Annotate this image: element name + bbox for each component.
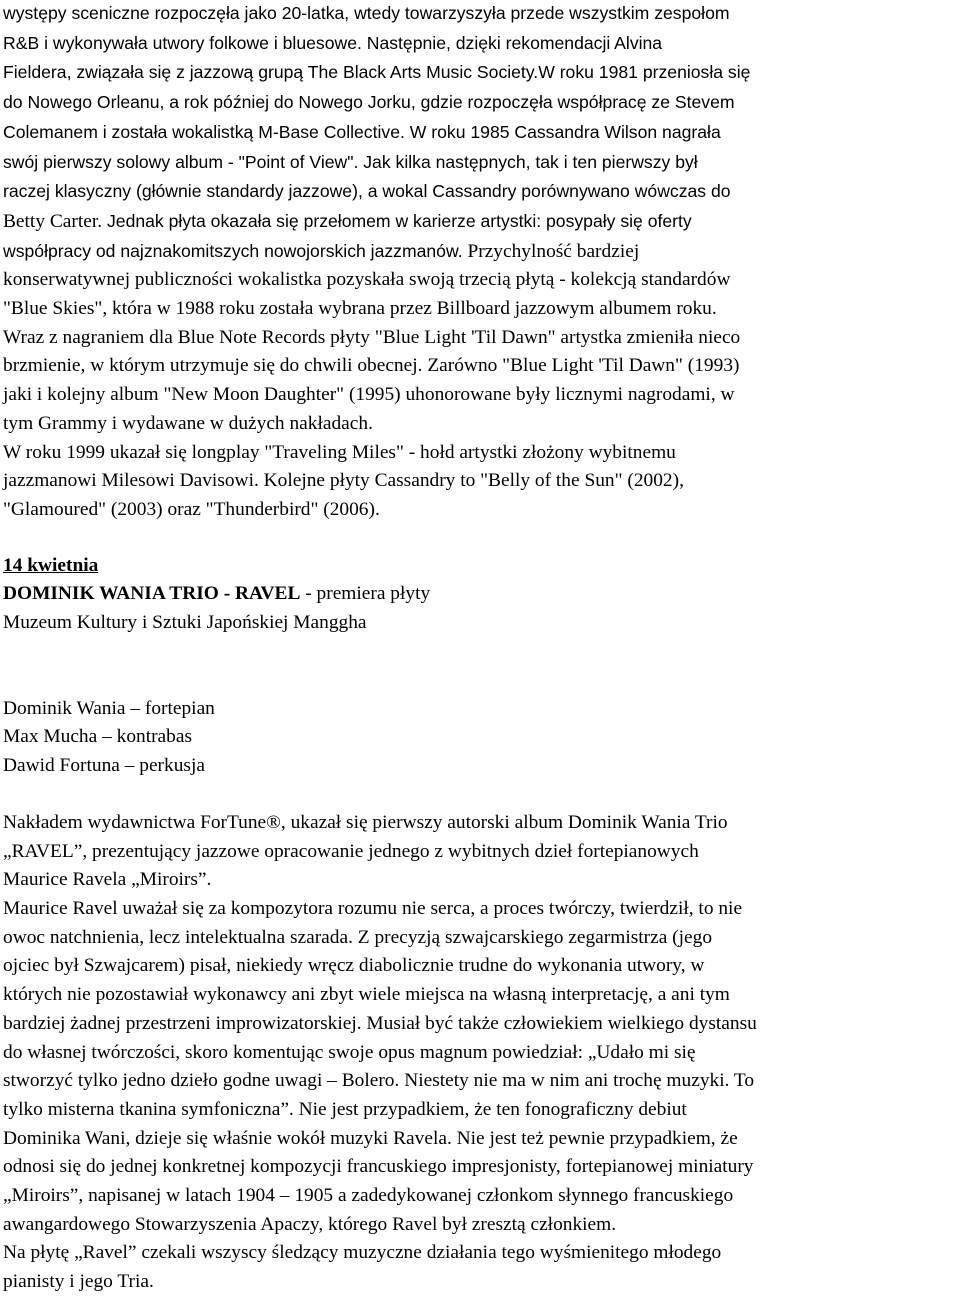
album-line: „RAVEL”, prezentujący jazzowe opracowanie jednego z wybitnych dzieł fortepianowych — [3, 840, 699, 862]
album-line: Na płytę „Ravel” czekali wszyscy śledzący muzyczne działania tego wyśmienitego młodego — [3, 1242, 722, 1264]
event-date: 14 kwietnia — [3, 554, 99, 576]
document-page — [3, 0, 958, 1297]
album-line: ojciec był Szwajcarem) pisał, niekiedy wręcz diabolicznie trudne do wykonania utwory, w — [3, 955, 705, 977]
bio-line: Wraz z nagraniem dla Blue Note Records płyty "Blue Light 'Til Dawn" artystka zmieniła nieco — [3, 326, 741, 348]
album-line: „Miroirs”, napisanej w latach 1904 – 1905 a zadedykowanej członkom słynnego francuskiego — [3, 1185, 734, 1207]
musician-line: Dominik Wania – fortepian — [3, 697, 215, 719]
bio-line: "Glamoured" (2003) oraz "Thunderbird" (2006). — [3, 498, 380, 520]
bio-line: jazzmanowi Milesowi Davisowi. Kolejne płyty Cassandry to "Belly of the Sun" (2002), — [3, 470, 684, 492]
album-description — [3, 809, 958, 1297]
bio-line: brzmienie, w którym utrzymuje się do chwili obecnej. Zarówno "Blue Light 'Til Dawn" (1993) — [3, 355, 740, 377]
album-line: których nie pozostawiał wykonawcy ani zbyt wiele miejsca na własną interpretację, a ani tym — [3, 984, 730, 1006]
album-line: Maurice Ravel uważał się za kompozytora rozumu nie serca, a proces twórczy, twierdził, to nie — [3, 897, 743, 919]
event-title-bold: DOMINIK WANIA TRIO - RAVEL — [3, 583, 301, 605]
bio-line: jaki i kolejny album "New Moon Daughter" (1995) uhonorowane były licznymi nagrodami, w — [3, 384, 735, 406]
album-line: pianisty i jego Tria. — [3, 1271, 154, 1293]
bio-line: Colemanem i została wokalistką M-Base Collective. W roku 1985 Cassandra Wilson nagrała — [3, 121, 721, 142]
bio-line: "Blue Skies", która w 1988 roku została wybrana przez Billboard jazzowym albumem roku. — [3, 298, 717, 320]
album-line: awangardowego Stowarzyszenia Apaczy, którego Ravel był zresztą członkiem. — [3, 1213, 617, 1235]
event-venue: Muzeum Kultury i Sztuki Japońskiej Manggha — [3, 612, 367, 634]
album-line: owoc natchnienia, lecz intelektualna szarada. Z precyzją szwajcarskiego zegarmistrza (jego — [3, 926, 713, 948]
album-line: stworzyć tylko jedno dzieło godne uwagi – Bolero. Niestety nie ma w nim ani trochę muzyki. To — [3, 1070, 755, 1092]
album-line: odnosi się do jednej konkretnej kompozycji francuskiego impresjonisty, fortepianowej miniatury — [3, 1156, 754, 1178]
album-line: tylko misterna tkanina symfoniczna”. Nie jest przypadkiem, że ten fonograficzny debiut — [3, 1098, 687, 1120]
bio-line: występy sceniczne rozpoczęła jako 20-latka, wtedy towarzyszyła przede wszystkim zespołom — [3, 3, 730, 23]
bio-line: konserwatywnej publiczności wokalistka pozyskała swoją trzecią płytą - kolekcją standardów — [3, 269, 731, 291]
album-line: Nakładem wydawnictwa ForTune®, ukazał się pierwszy autorski album Dominik Wania Trio — [3, 811, 728, 833]
event-title — [3, 580, 958, 609]
bio-line: tym Grammy i wydawane w dużych nakładach. — [3, 412, 373, 434]
bio-line: raczej klasyczny (głównie standardy jazzowe), a wokal Cassandry porównywano wówczas do — [3, 181, 731, 202]
bio-section — [3, 0, 958, 525]
musicians-list — [3, 695, 958, 781]
bio-line: Betty Carter. Jednak płyta okazała się przełomem w karierze artystki: posypały się oferty — [3, 210, 692, 232]
bio-line: do Nowego Orleanu, a rok później do Nowego Jorku, gdzie rozpoczęła współpracę ze Stevem — [3, 92, 735, 113]
album-line: Dominika Wani, dzieje się właśnie wokół muzyki Ravela. Nie jest też pewnie przypadkiem, że — [3, 1127, 738, 1149]
bio-line: R&B i wykonywała utwory folkowe i bluesowe. Następnie, dzięki rekomendacji Alvina — [3, 32, 663, 53]
musician-line: Dawid Fortuna – perkusja — [3, 755, 205, 777]
bio-line: Fieldera, związała się z jazzową grupą The Black Arts Music Society.W roku 1981 przeniosła się — [3, 62, 751, 83]
bio-line: współpracy od najznakomitszych nowojorskich jazzmanów. Przychylność bardziej — [3, 240, 640, 262]
album-line: Maurice Ravela „Miroirs”. — [3, 869, 212, 891]
bio-line: W roku 1999 ukazał się longplay "Traveling Miles" - hołd artystki złożony wybitnemu — [3, 441, 676, 463]
album-line: bardziej żadnej przestrzeni improwizatorskiej. Musiał być także człowiekiem wielkiego dystansu — [3, 1012, 757, 1034]
bio-line: swój pierwszy solowy album - "Point of View". Jak kilka następnych, tak i ten pierwszy był — [3, 151, 698, 172]
event-header — [3, 552, 958, 638]
musician-line: Max Mucha – kontrabas — [3, 726, 193, 748]
event-title-rest: - premiera płyty — [300, 583, 431, 605]
album-line: do własnej twórczości, skoro komentując swoje opus magnum powiedział: „Udało mi się — [3, 1041, 696, 1063]
